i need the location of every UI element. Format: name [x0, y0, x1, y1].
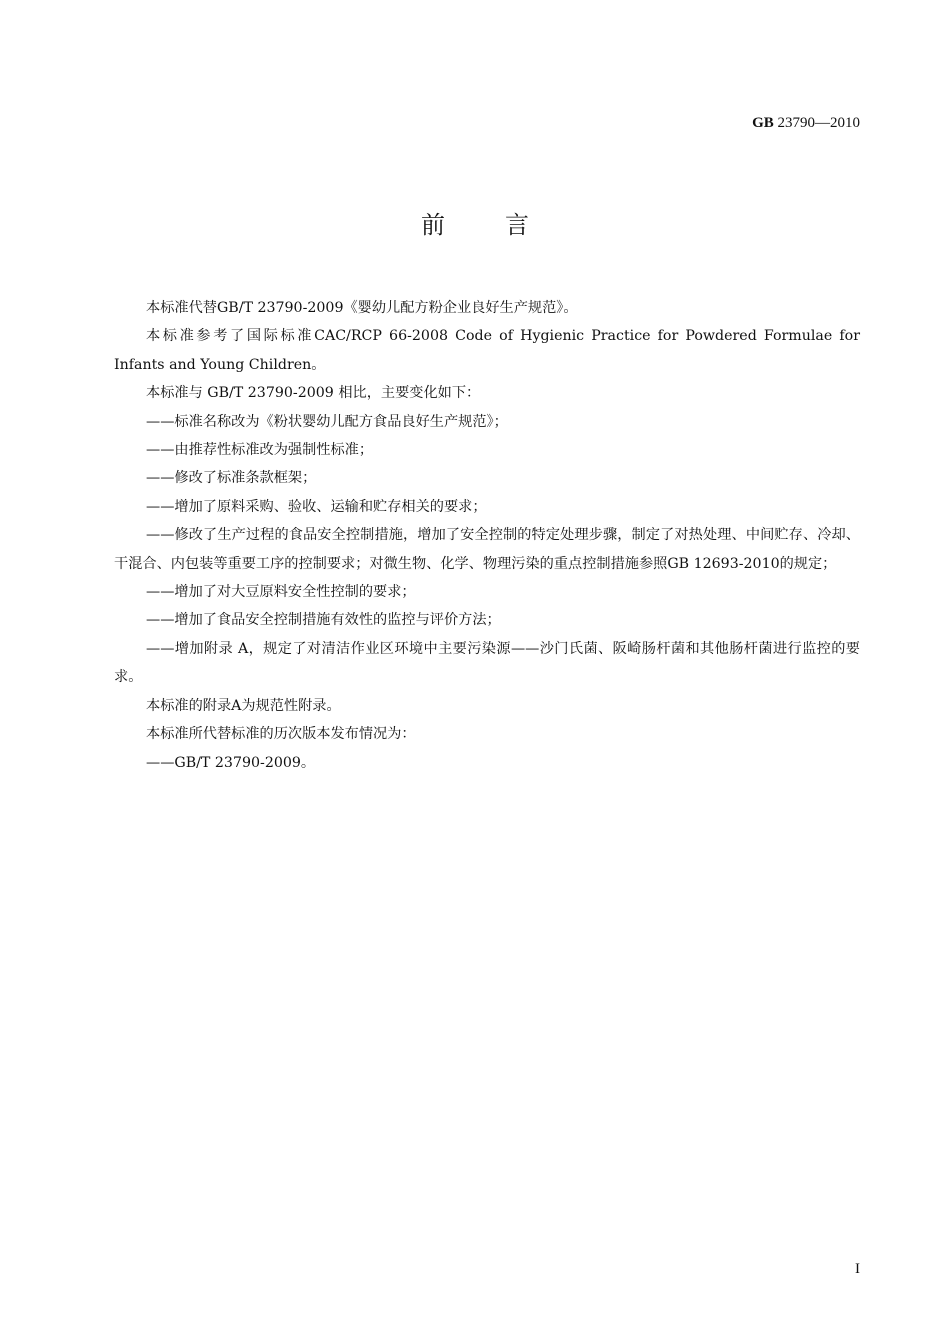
list-item: ——增加了食品安全控制措施有效性的监控与评价方法；: [146, 612, 501, 629]
standard-number: 23790—2010: [777, 115, 860, 131]
paragraph: 本标准所代替标准的历次版本发布情况为：: [146, 726, 416, 743]
list-item: ——修改了标准条款框架；: [146, 470, 317, 487]
standard-code: [752, 115, 860, 132]
list-item: ——标准名称改为《粉状婴幼儿配方食品良好生产规范》；: [146, 413, 508, 430]
list-item: ——由推荐性标准改为强制性标准；: [146, 442, 374, 459]
paragraph: 本标准代替GB/T 23790-2009《婴幼儿配方粉企业良好生产规范》。: [146, 300, 578, 316]
page-number: I: [855, 1261, 860, 1277]
foreword-body: [114, 294, 860, 777]
paragraph: 本标准参考了国际标准CAC/RCP 66-2008 Code of Hygienic Practice for Powdered Formulae for Infants and Young Children。: [114, 328, 860, 373]
paragraph: 本标准的附录A为规范性附录。: [146, 697, 341, 714]
list-item: ——增加了原料采购、验收、运输和贮存相关的要求；: [146, 498, 487, 515]
standard-prefix: GB: [752, 115, 774, 131]
list-item: ——修改了生产过程的食品安全控制措施，增加了安全控制的特定处理步骤，制定了对热处理、中间贮存、冷却、干混合、内包装等重要工序的控制要求；对微生物、化学、物理污染的重点控制措施参照GB 12693-2010的规定；: [114, 527, 860, 572]
paragraph: 本标准与 GB/T 23790-2009 相比，主要变化如下：: [146, 385, 481, 402]
list-item: ——增加附录 A，规定了对清洁作业区环境中主要污染源——沙门氏菌、阪崎肠杆菌和其他肠杆菌进行监控的要求。: [114, 640, 860, 686]
list-item: ——GB/T 23790-2009。: [146, 754, 316, 771]
page-title: 前言: [421, 211, 589, 239]
list-item: ——增加了对大豆原料安全性控制的要求；: [146, 584, 416, 601]
